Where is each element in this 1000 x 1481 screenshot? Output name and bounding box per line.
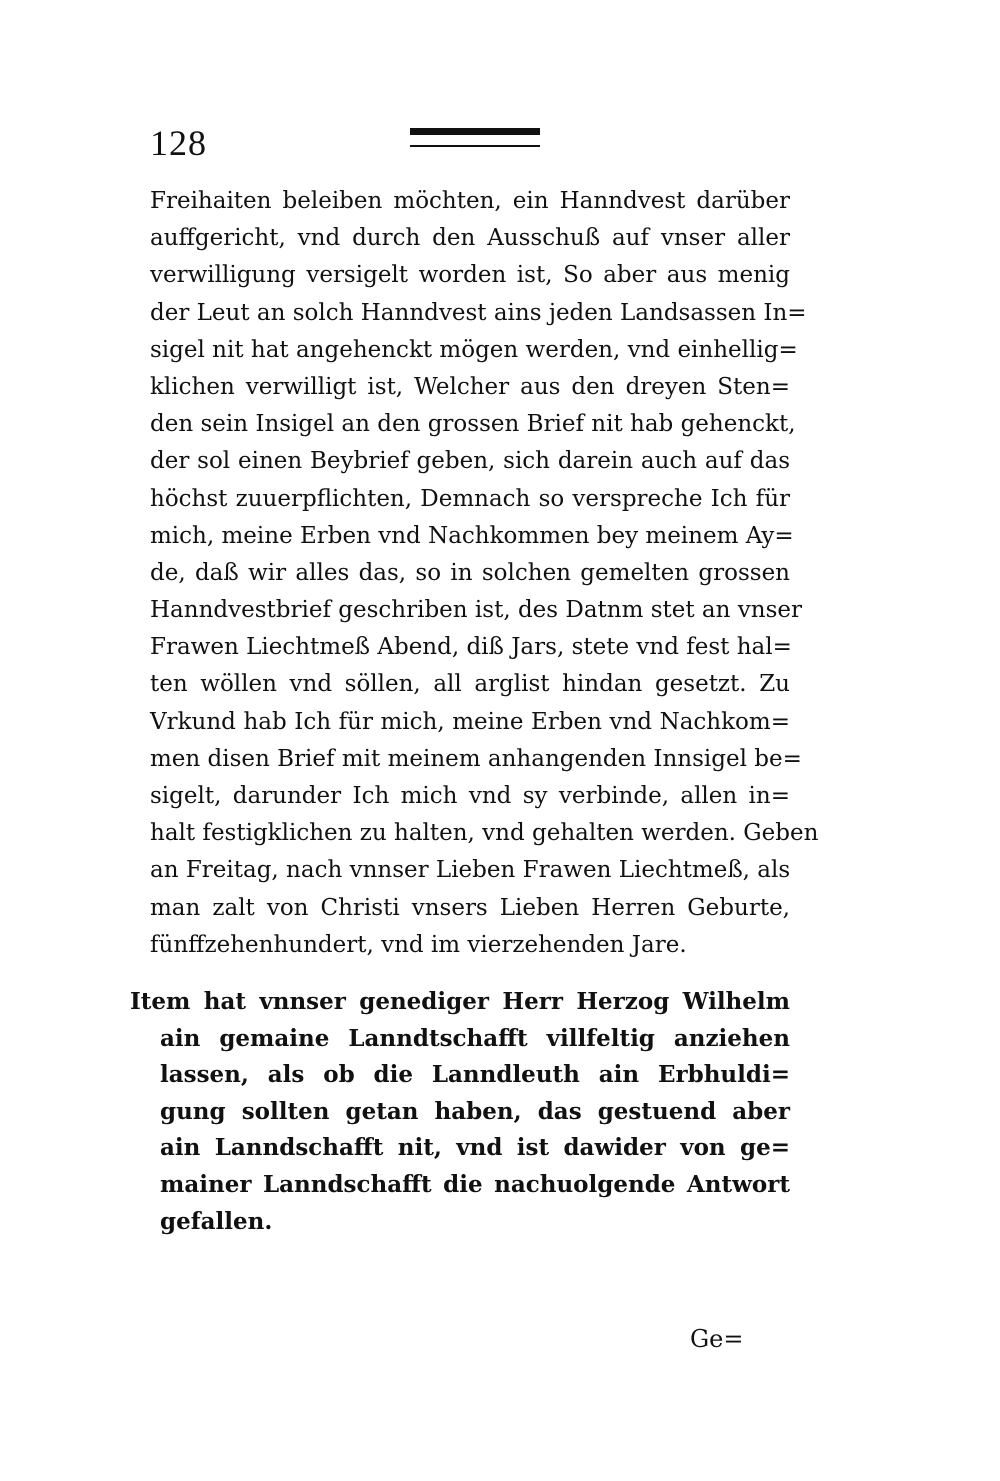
text-line: sigel nit hat angehenckt mögen werden, vnd einhellig= xyxy=(150,336,798,363)
text-line: man zalt von Christi vnsers Lieben Herren Geburte, xyxy=(150,894,790,921)
text-line: Frawen Liechtmeß Abend, diß Jars, stete vnd fest hal= xyxy=(150,634,792,661)
text-line: klichen verwilligt ist, Welcher aus den dreyen Sten= xyxy=(150,373,790,400)
page-number: 128 xyxy=(150,123,207,163)
text-line: an Freitag, nach vnnser Lieben Frawen Liechtmeß, als xyxy=(150,857,791,884)
note-line: Item hat vnnser genediger Herr Herzog Wilhelm xyxy=(130,988,790,1015)
header-rule-thin xyxy=(410,145,540,147)
text-line: ten wöllen vnd söllen, all arglist hindan gesetzt. Zu xyxy=(150,671,790,698)
header-rule-thick xyxy=(410,128,540,135)
note-line: ain gemaine Lanndtschafft villfeltig anziehen xyxy=(160,1024,790,1052)
text-line: höchst zuuerpflichten, Demnach so verspreche Ich für xyxy=(150,485,790,512)
text-line: verwilligung versigelt worden ist, So aber aus menig xyxy=(150,262,790,289)
text-line: men disen Brief mit meinem anhangenden Innsigel be= xyxy=(150,745,802,772)
text-line: Vrkund hab Ich für mich, meine Erben vnd Nachkom= xyxy=(150,708,790,735)
note-line: mainer Lanndschafft die nachuolgende Antwort xyxy=(160,1170,790,1198)
text-line: sigelt, darunder Ich mich vnd sy verbinde, allen in= xyxy=(150,783,790,809)
text-line: de, daß wir alles das, so in solchen gemelten grossen xyxy=(150,559,790,586)
note-line: gefallen. xyxy=(160,1207,273,1235)
text-line: der sol einen Beybrief geben, sich darein auch auf das xyxy=(150,448,790,475)
text-line: Hanndvestbrief geschriben ist, des Datnm stet an vnser xyxy=(150,597,802,624)
text-line: den sein Insigel an den grossen Brief nit hab gehenckt, xyxy=(150,411,796,438)
note-line: ain Lanndschafft nit, vnd ist dawider von ge= xyxy=(160,1134,790,1162)
note-text-block xyxy=(130,984,790,1240)
catchword: Ge= xyxy=(690,1325,744,1353)
text-line: Freihaiten beleiben möchten, ein Hanndvest darüber xyxy=(150,188,790,214)
text-line: halt festigklichen zu halten, vnd gehalten werden. Geben xyxy=(150,820,819,847)
note-line: lassen, als ob die Lanndleuth ain Erbhuldi= xyxy=(160,1061,790,1089)
main-text-block xyxy=(150,183,819,964)
text-line: der Leut an solch Hanndvest ains jeden Landsassen In= xyxy=(150,299,807,326)
text-line: auffgericht, vnd durch den Ausschuß auf vnser aller xyxy=(150,225,790,252)
note-line: gung sollten getan haben, das gestuend aber xyxy=(160,1097,790,1125)
text-line: mich, meine Erben vnd Nachkommen bey meinem Ay= xyxy=(150,522,794,549)
text-line: fünffzehenhundert, vnd im vierzehenden Jare. xyxy=(150,931,687,958)
